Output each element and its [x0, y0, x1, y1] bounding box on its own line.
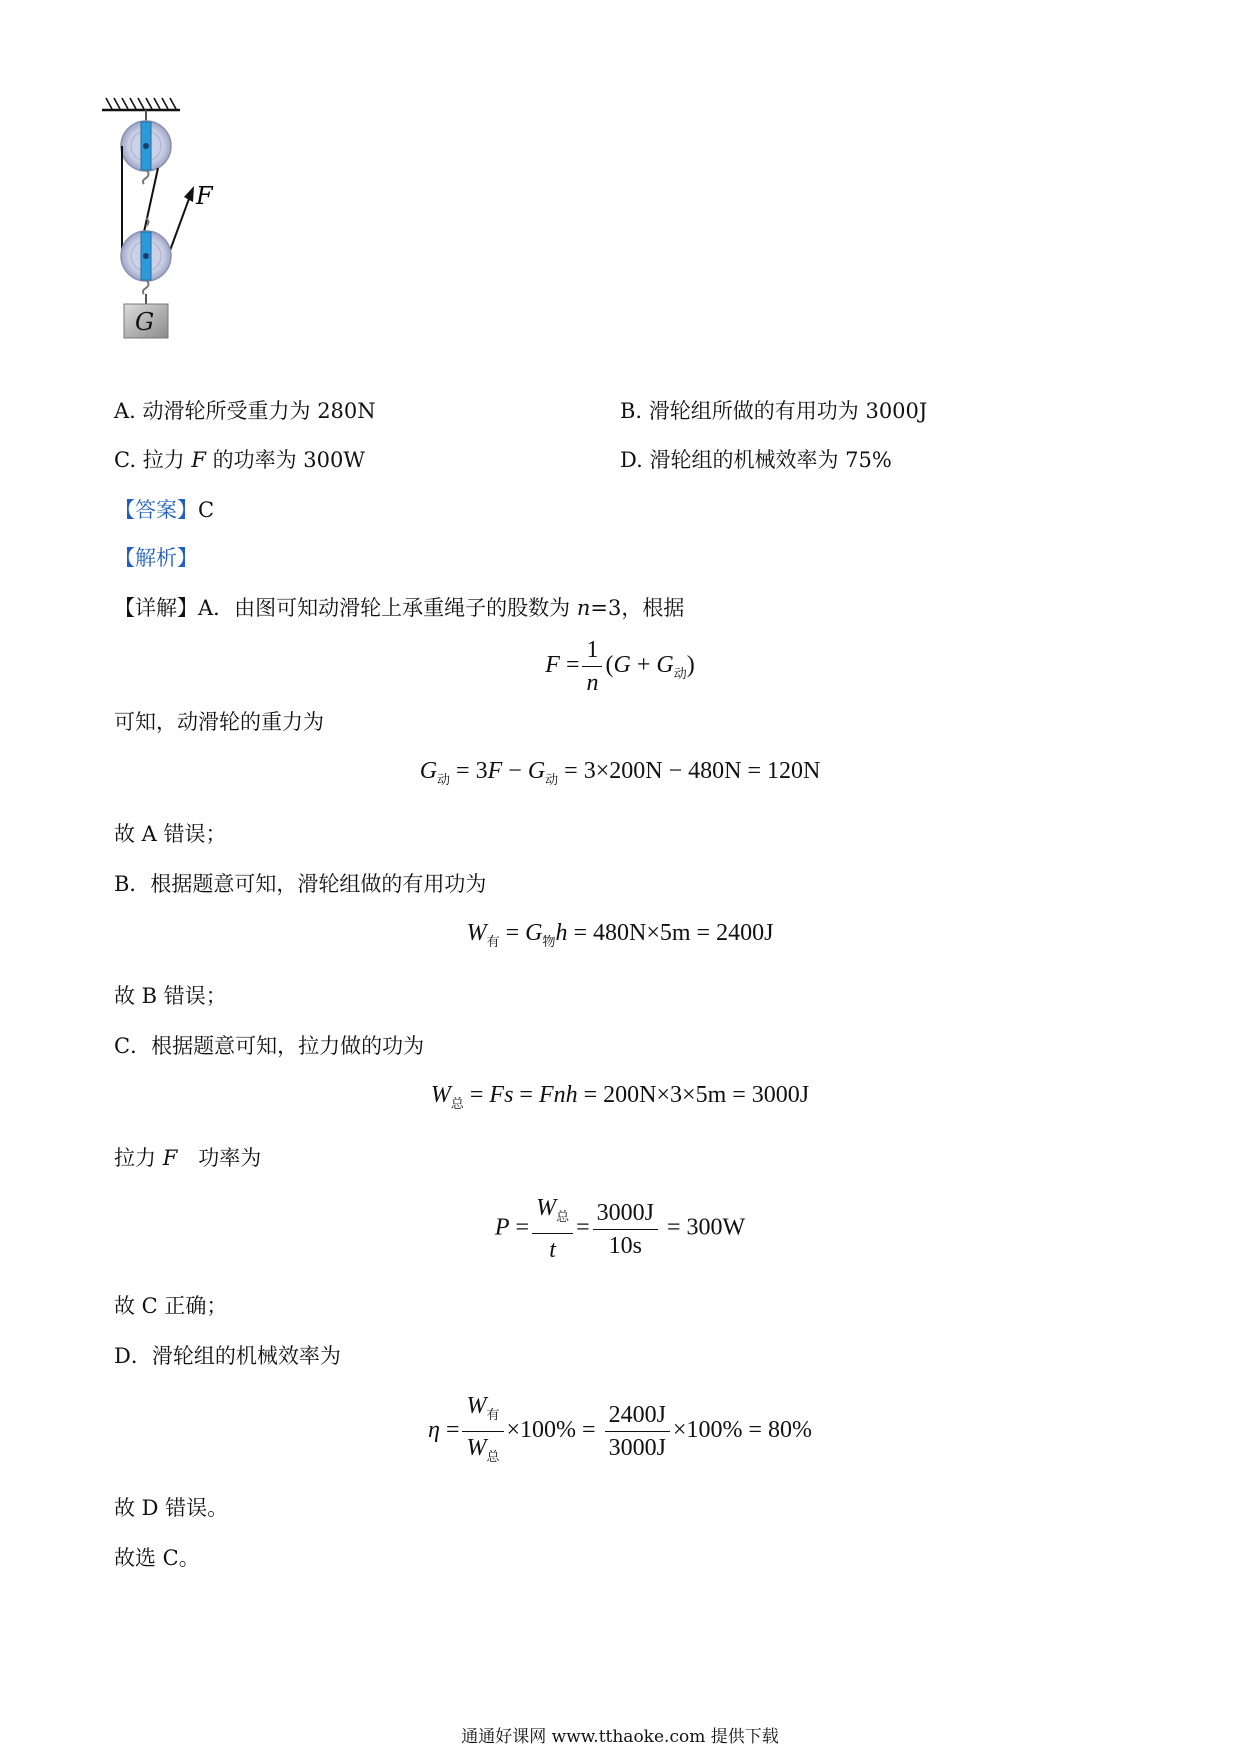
answer-line — [114, 496, 214, 524]
formula-total-work: $W_总 = Fs$ = Fnh = 200N×3×5m = 3000J — [430, 1082, 810, 1111]
eff-den: 3000J — [608, 1435, 666, 1461]
detail-d-intro: D．滑轮组的机械效率为 — [114, 1344, 341, 1368]
formula-pulley-weight-rhs: = 3×200N − 480N = 120N — [558, 758, 821, 784]
eff-num: 2400J — [605, 1401, 670, 1432]
detail-c-right: 故 C 正确； — [114, 1294, 228, 1318]
c-power-suffix: 功率为 — [177, 1146, 262, 1170]
eff-mid: ×100% = — [506, 1417, 602, 1444]
analysis-tag: 【解析】 — [114, 546, 198, 570]
detail-a-weight-intro: 可知，动滑轮的重力为 — [114, 710, 324, 734]
formula-power-rhs: = 300W — [660, 1214, 746, 1241]
formula-total-work-rhs: = 200N×3×5m = 3000J — [577, 1082, 810, 1108]
option-b: B. 滑轮组所做的有用功为 3000J — [620, 399, 928, 423]
detail-a-text: A．由图可知动滑轮上承重绳子的股数为 — [198, 596, 577, 620]
option-c-suffix: 的功率为 300W — [205, 448, 365, 472]
answer-tag: 【答案】 — [114, 498, 198, 522]
c-power-prefix: 拉力 — [114, 1146, 163, 1170]
formula-force: F = $\frac{1}{n}$ $(G + G_动)$ — [545, 637, 695, 696]
formula-pulley-weight: $G_动 = 3F - G_动 = 3\times 200N - 480N = 120N$ — [419, 758, 821, 787]
sub-you: 有 — [486, 1407, 500, 1422]
formula-efficiency-rhs: ×100% = 80% — [672, 1417, 812, 1444]
formula-useful-work-rhs: = 480N×5m = 2400J — [567, 920, 774, 946]
detail-a-n: n — [576, 596, 591, 620]
power-num: 3000J — [593, 1199, 658, 1230]
c-power-var: F — [162, 1146, 178, 1170]
sub-dong: 动 — [545, 772, 559, 787]
sub-dong: 动 — [673, 666, 687, 682]
footer-credit: 通通好课网 www.tthaoke.com 提供下载 — [461, 1727, 779, 1747]
option-d: D. 滑轮组的机械效率为 75% — [620, 448, 892, 472]
sub-zong: 总 — [486, 1449, 500, 1464]
sub-zong: 总 — [556, 1209, 570, 1224]
option-c — [114, 446, 365, 474]
detail-tag: 【详解】 — [114, 596, 198, 620]
detail-d-wrong: 故 D 错误。 — [114, 1496, 229, 1520]
weight-label: G — [135, 308, 155, 336]
option-c-prefix: C. 拉力 — [114, 448, 192, 472]
option-c-var: F — [191, 448, 206, 472]
detail-b-wrong: 故 B 错误； — [114, 984, 227, 1008]
sub-you: 有 — [486, 934, 500, 949]
frac-one: 1 — [582, 636, 602, 667]
option-a: A. 动滑轮所受重力为 280N — [114, 399, 376, 423]
formula-useful-work: $W_有 = G_物h = 480N\times 5m = 2400J$ — [466, 920, 774, 949]
sub-zong: 总 — [450, 1096, 464, 1111]
formula-efficiency: η = $\frac{W_有}{W_总}$ ×100% = $\frac{2400J}{3000J}$ ×100% = 80% — [428, 1393, 812, 1464]
sub-dong: 动 — [437, 772, 451, 787]
detail-c-power-intro — [114, 1144, 261, 1172]
answer-value: C — [198, 498, 215, 522]
detail-a-wrong: 故 A 错误； — [114, 822, 227, 846]
detail-a-intro — [114, 594, 684, 622]
power-den: 10s — [608, 1232, 642, 1259]
force-label: F — [196, 182, 213, 210]
detail-a-eq: =3，根据 — [590, 596, 685, 620]
sub-wu: 物 — [542, 934, 556, 949]
detail-c-intro: C．根据题意可知，拉力做的功为 — [114, 1034, 425, 1058]
detail-b-intro: B．根据题意可知，滑轮组做的有用功为 — [114, 872, 487, 896]
formula-power: P = $\frac{W_总}{t}$ = $\frac{3000J}{10s}$ = 300W — [494, 1195, 746, 1263]
pulley-figure — [100, 96, 260, 386]
detail-choose: 故选 C。 — [114, 1546, 200, 1570]
